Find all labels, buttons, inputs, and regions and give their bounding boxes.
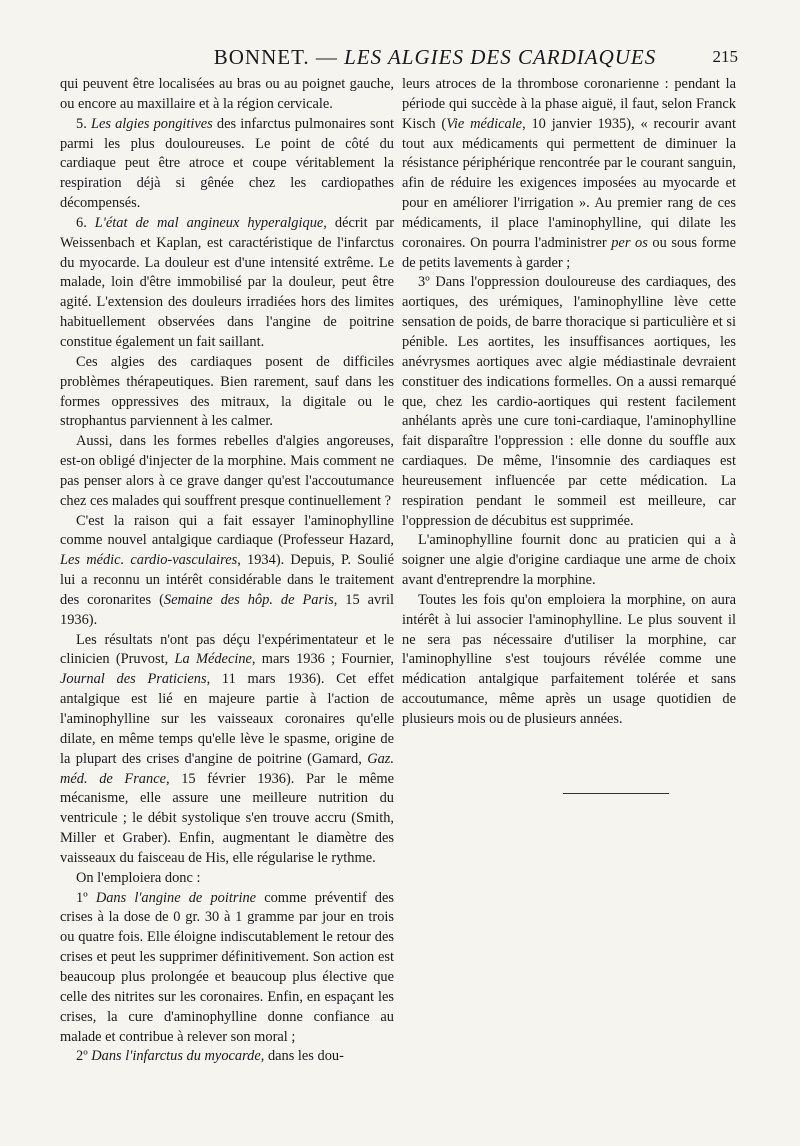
- header-dash: —: [309, 45, 345, 69]
- italic-citation: Dans l'infarctus du myocarde: [91, 1048, 261, 1065]
- italic-citation: La Médecine: [174, 651, 252, 668]
- text-run: L'aminophylline fournit donc au praticien qui a à soigner une algie d'origine cardiaque une arme de choix avant d'entreprendre la morphine.: [402, 532, 736, 589]
- text-run: , 11 mars 1936). Cet effet antalgique est lié en majeure partie à l'action de l'aminophylline sur les vaisseaux coronaires qu'elle dilate, en même temps qu'elle lève le spasme, origine de la plupart des crises d'angine de poitrine (Gamard,: [60, 671, 394, 767]
- italic-citation: L'état de mal angineux hyperalgique: [94, 214, 324, 231]
- header-title: LES ALGIES DES CARDIAQUES: [344, 45, 657, 69]
- left-paragraph: [60, 889, 394, 1048]
- text-column-right: [402, 75, 736, 730]
- left-paragraph: [60, 1047, 394, 1067]
- header-author: BONNET.: [213, 45, 310, 69]
- italic-citation: Vie médicale: [446, 115, 523, 132]
- text-run: , 15 février 1936). Par le même mécanisme, elle assure une meilleure nutrition du ventricule ; le débit systolique s'en trouve accru (Smith, Miller et Graber). Enfin, augmentant le diamètre des vaisseaux du faisceau de His, elle régularise le rythme.: [60, 770, 394, 866]
- left-paragraph: [60, 869, 394, 889]
- text-column-left: [60, 75, 394, 1067]
- text-run: Toutes les fois qu'on emploiera la morphine, on aura intérêt à lui associer l'aminophylline. Le plus souvent il ne sera pas nécessaire d'utiliser la morphine, car l'aminophylline s'est toujours révélée comme une médication antalgique parfaitement tolérée et sans accoutumance, même après un usage quotidien de plusieurs mois ou de plusieurs années.: [402, 591, 736, 727]
- running-title: [200, 40, 670, 74]
- text-run: , mars 1936 ; Fournier,: [251, 651, 394, 668]
- text-run: On l'emploiera donc :: [76, 869, 201, 886]
- italic-citation: Les algies pongitives: [90, 115, 213, 132]
- left-paragraph: [60, 214, 394, 353]
- text-run: 6.: [76, 214, 95, 231]
- text-run: 1º: [76, 889, 96, 906]
- italic-citation: Dans l'angine de poitrine: [95, 889, 257, 906]
- text-run: , 1934). Depuis, P. Soulié lui a reconnu un intérêt considérable dans le traitement des coronarites (: [60, 552, 394, 608]
- right-paragraph: [402, 273, 736, 531]
- text-run: ou sous forme de petits lavements à garder ;: [402, 234, 736, 271]
- text-run: 5.: [76, 115, 91, 132]
- italic-citation: Semaine des hôp. de Paris: [163, 591, 334, 608]
- italic-citation: Les médic. cardio-vasculaires: [60, 552, 238, 569]
- right-paragraph: [402, 591, 736, 730]
- text-run: , 10 janvier 1935), « recourir avant tout aux médicaments qui permettent de diminuer la résistance périphérique rencontrée par le courant sanguin, afin de réduire les exigences imposées au myocarde et pour en améliorer l'irrigation ». Au premier rang de ces médicaments, il place l'aminophylline, qui dilate les coronaires. On pourra l'administrer: [402, 115, 736, 251]
- text-run: , décrit par Weissenbach et Kaplan, est caractéristique de l'infarctus du myocarde. La douleur est d'une intensité extrême. Le malade, loin d'être immobilisé par la douleur, peut être agité. L'extension des douleurs irradiées hors des limites habituellement observées dans l'angine de poitrine constitue également un fait saillant.: [60, 214, 394, 350]
- text-run: leurs atroces de la thrombose coronarienne : pendant la période qui succède à la phase aiguë, il faut, selon Franck Kisch (: [402, 76, 736, 132]
- text-run: qui peuvent être localisées au bras ou au poignet gauche, ou encore au maxillaire et à la région cervicale.: [60, 76, 394, 112]
- italic-citation: per os: [611, 234, 648, 251]
- running-header: [60, 40, 740, 74]
- left-paragraph: [60, 115, 394, 214]
- left-paragraph: [60, 631, 394, 869]
- text-run: Ces algies des cardiaques posent de difficiles problèmes thérapeutiques. Bien rarement, sauf dans les formes oppressives des mitraux, la digitale ou le strophantus parviennent à les calmer.: [60, 353, 394, 430]
- right-paragraph: [402, 75, 736, 273]
- left-paragraph: [60, 75, 394, 115]
- left-paragraph: [60, 353, 394, 432]
- section-divider: [563, 793, 669, 794]
- text-run: , 15 avril 1936).: [60, 591, 395, 628]
- left-paragraph: [60, 512, 394, 631]
- text-run: 2º: [76, 1048, 92, 1065]
- left-paragraph: [60, 432, 394, 511]
- page-number: 215: [712, 47, 738, 66]
- italic-citation: Gaz. méd. de France: [60, 750, 394, 787]
- text-run: Aussi, dans les formes rebelles d'algies angoreuses, est-on obligé d'injecter de la morphine. Mais comment ne pas penser alors à ce grave danger qu'est l'accoutumance chez ces malades qui souffrent presque continuellement ?: [60, 433, 394, 509]
- text-run: 3º Dans l'oppression douloureuse des cardiaques, des aortiques, des urémiques, l'aminophylline lève cette sensation de poids, de barre thoracique si particulière et si pénible. Les aortites, les insuffisances aortiques, les anévrysmes aortiques avec algie médiastinale devraient constituer des indications formelles. On a aussi remarqué que, chez les cardio-aortiques qui restent facilement anhélants après une cure toni-cardiaque, l'aminophylline fait disparaître l'oppression : elle donne du souffle aux cardiaques. De même, l'insomnie des cardiaques est heureusement influencée par cette médication. La respiration pendant le sommeil est meilleure, car l'oppression de décubitus est supprimée.: [402, 274, 736, 529]
- text-run: Les résultats n'ont pas déçu l'expérimentateur et le clinicien (Pruvost,: [60, 631, 394, 668]
- right-paragraph: [402, 531, 736, 591]
- italic-citation: Journal des Praticiens: [60, 671, 207, 688]
- text-run: des infarctus pulmonaires sont parmi les plus douloureuses. Le point de côté du cardiaque peut être atroce et coupe véritablement la respiration déjà si gênée chez les cardiopathes décompensés.: [60, 115, 395, 212]
- text-run: , dans les dou-: [260, 1048, 344, 1065]
- text-run: comme préventif des crises à la dose de 0 gr. 30 à 1 gramme par jour en trois ou quatre fois. Elle éloigne indiscutablement le retour des crises et peut les supprimer définitivement. Son action est beaucoup plus prolongée et beaucoup plus élective que celle des nitrites sur les coronaires. Enfin, en espaçant les crises, la cure d'aminophylline donne confiance au malade et contribue à relever son moral ;: [60, 889, 394, 1045]
- text-run: C'est la raison qui a fait essayer l'aminophylline comme nouvel antalgique cardiaque (Professeur Hazard,: [60, 512, 394, 549]
